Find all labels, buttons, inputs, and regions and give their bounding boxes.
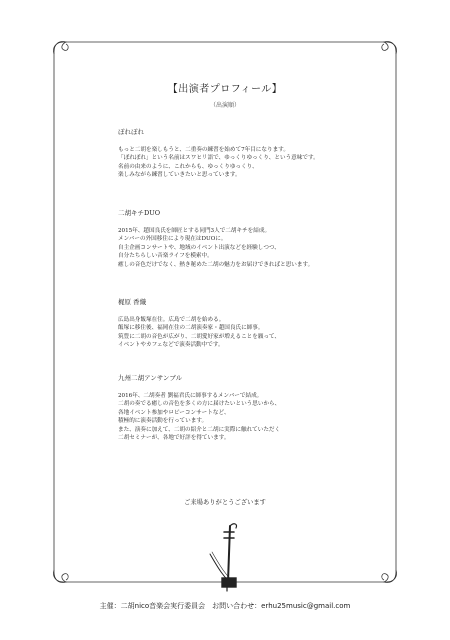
profile-nikokichi-duo — [118, 208, 378, 269]
profile-line: 2015年、趙国良氏を師匠とする同門3人で二胡キチを結成。 — [118, 228, 271, 234]
erhu-icon — [206, 520, 246, 596]
profile-line: 広島出身飯塚在住。広島で二胡を始める。 — [118, 317, 225, 323]
profile-line: 癒しの音色だけでなく、熱き秘めた二胡の魅力をお届けできればと思います。 — [118, 261, 314, 268]
profile-line: 二胡の奏でる癒しの音色を多くの方に届けたいという思いから、 — [118, 401, 281, 408]
profile-line: 筑豊に二胡の音色が広がり、二胡愛好家が増えることを願って、 — [118, 333, 281, 340]
profile-line: 二胡セミナーが、各地で好評を得ています。 — [118, 435, 230, 442]
profile-kyushu-ensemble — [118, 373, 378, 442]
profile-name: ぽれぽれ — [118, 128, 144, 136]
profile-line: 積極的に演奏活動を行っています。 — [118, 418, 208, 425]
profile-line: 「ぽれぽれ」という名前はスワヒリ語で、ゆっくりゆっくり、という意味です。 — [118, 155, 319, 162]
profile-body — [118, 146, 378, 180]
order-note: （出演順） — [209, 102, 240, 109]
profile-line: メンバーの外国移住により現在はDUOに。 — [118, 236, 227, 243]
profile-kajiwara-kaori — [118, 297, 378, 350]
profile-body — [118, 227, 378, 269]
profile-line: イベントやカフェなどで演奏活動中です。 — [118, 342, 224, 349]
profile-name: 九州二胡アンサンブル — [118, 374, 183, 382]
profile-line: もっと二胡を楽しもうと、二重奏の練習を始めて7年目になります。 — [118, 147, 289, 153]
profile-line: 2016年、二胡奏者 劉福君氏に師事するメンバーで結成。 — [118, 393, 263, 399]
profile-line: 自分たちらしい音楽ライフを模索中。 — [118, 253, 213, 260]
profile-body — [118, 316, 378, 350]
profile-line: 自主企画コンサートや、地域のイベント出演などを経験しつつ、 — [118, 244, 280, 251]
profile-porepore — [118, 127, 378, 180]
footer-contact: 主催：二胡nico音楽会実行委員会 お問い合わせ：erhu25music@gmail.com — [99, 602, 351, 610]
profile-body — [118, 392, 378, 442]
profile-name: 梶原 香織 — [118, 298, 147, 306]
thanks-message: ご来場ありがとうございます — [184, 499, 266, 506]
profile-line: 名前の由来のように、これからも、ゆっくりゆっくり、 — [118, 163, 258, 170]
profile-line: 楽しみながら練習していきたいと思っています。 — [118, 172, 241, 179]
profile-line: また、演奏に加えて、二胡の紹介と二胡に実際に触れていただく — [118, 426, 281, 433]
profile-line: 各地イベント参加やロビーコンサートなど、 — [118, 409, 230, 416]
profile-line: 飯塚に移住後、福岡在住の二胡演奏家・趙国良氏に師事。 — [118, 325, 264, 332]
profile-name: 二胡キチDUO — [118, 209, 161, 217]
page-title: 【出演者プロフィール】 — [167, 84, 283, 95]
